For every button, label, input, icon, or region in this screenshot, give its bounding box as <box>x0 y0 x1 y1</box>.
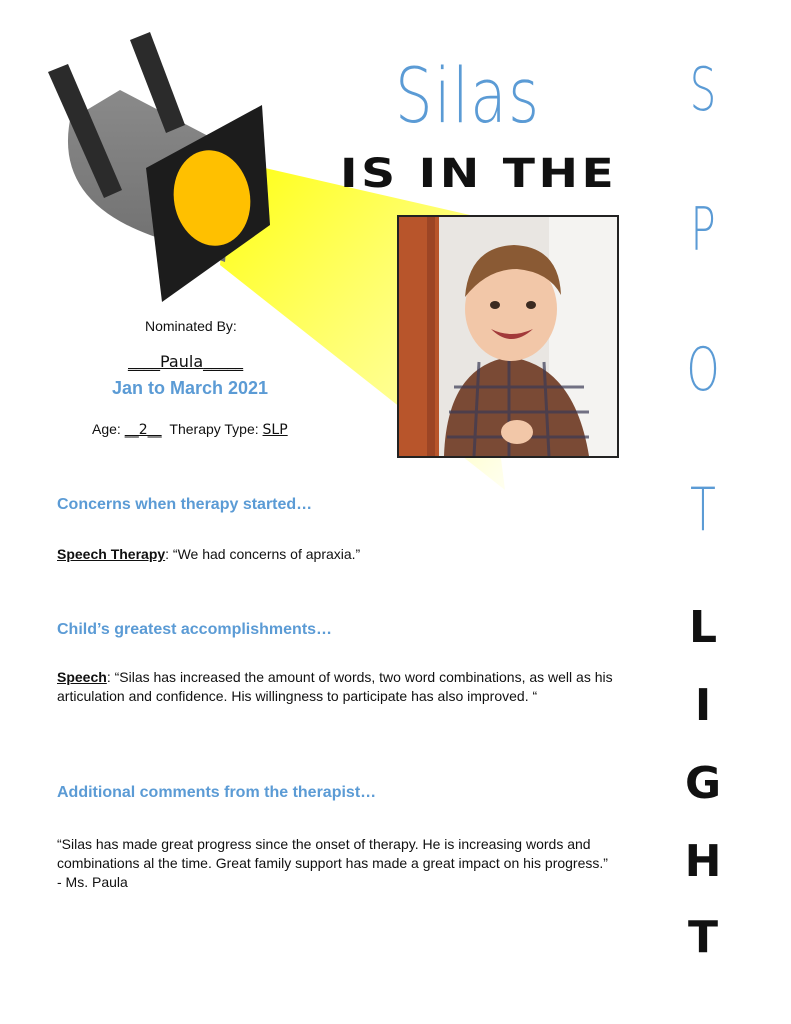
age-value: __2__ <box>124 422 162 438</box>
child-photo <box>397 215 619 458</box>
nomination-period: Jan to March 2021 <box>112 378 269 398</box>
spotlight-letter-t-blue: T <box>690 475 716 545</box>
spotlight-letter-g: G <box>684 758 722 809</box>
comments-text: “Silas has made great progress since the onset of therapy. He is increasing words and combinations al the time. Great family support has made a great impact on his progress.” <box>57 836 608 871</box>
accomplishments-heading: Child’s greatest accomplishments… <box>57 621 333 638</box>
concerns-heading: Concerns when therapy started… <box>57 496 313 513</box>
spotlight-letter-o: O <box>686 335 720 405</box>
age-label: Age: <box>92 421 121 437</box>
nominator-name: Paula <box>160 352 204 371</box>
therapy-type-label: Therapy Type: <box>169 421 259 437</box>
spotlight-letter-h: H <box>684 836 722 887</box>
nominator-suffix: _____ <box>203 352 244 371</box>
nominator-field <box>128 352 243 371</box>
comments-heading: Additional comments from the therapist… <box>57 784 377 801</box>
spotlight-letter-i: I <box>694 680 712 731</box>
concerns-paragraph <box>57 545 637 564</box>
concerns-text: : “We had concerns of apraxia.” <box>165 546 361 562</box>
therapy-type-value: SLP <box>262 422 288 438</box>
comments-paragraph <box>57 835 632 892</box>
speech-label: Speech <box>57 669 107 685</box>
nominated-by-label: Nominated By: <box>145 318 237 334</box>
is-in-the-heading: IS IN THE <box>340 151 618 197</box>
spotlight-letter-s: S <box>689 55 717 125</box>
speech-therapy-label: Speech Therapy <box>57 546 166 562</box>
accomplishments-paragraph <box>57 668 632 706</box>
spotlight-letter-t-black: T <box>687 912 718 963</box>
accomplishments-text: : “Silas has increased the amount of words, two word combinations, as well as his articulation and confidence. His willingness to participate has also improved. “ <box>57 669 613 704</box>
spotlight-letter-p: P <box>690 195 716 265</box>
nominator-prefix: ____ <box>128 352 160 371</box>
age-therapy-row <box>92 421 288 438</box>
comments-signature: - Ms. Paula <box>57 874 128 890</box>
child-name-title: Silas <box>395 51 541 140</box>
spotlight-letter-l: L <box>688 602 718 653</box>
